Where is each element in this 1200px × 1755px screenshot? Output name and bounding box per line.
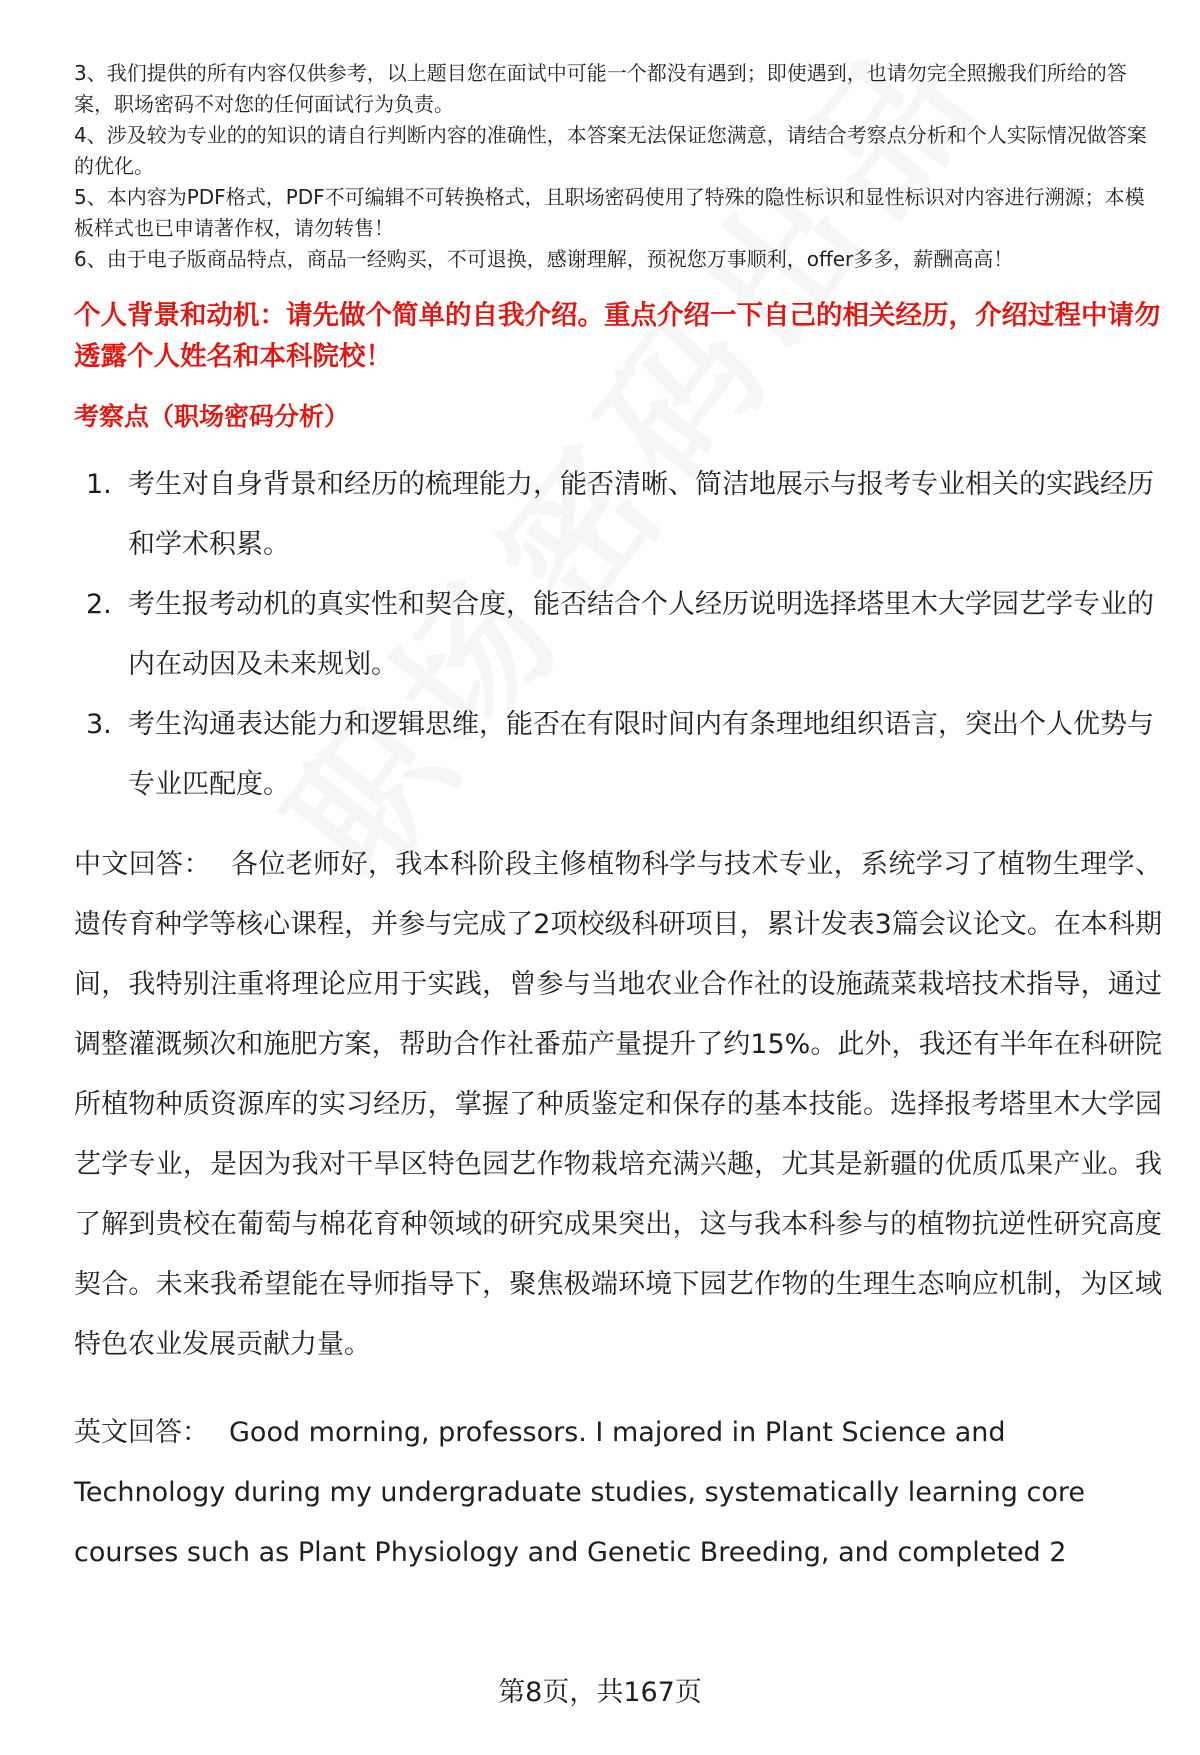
- interview-question: 个人背景和动机：请先做个简单的自我介绍。重点介绍一下自己的相关经历，介绍过程中请勿透露个人姓名和本科院校！: [74, 300, 1161, 372]
- english-answer-text: Good morning, professors. I majored in Plant Science and Technology during my undergraduate studies, systematically learning core courses such as Plant Physiology and Genetic Breeding, and completed 2: [74, 1417, 1085, 1568]
- english-answer: [74, 1403, 1162, 1583]
- point-number: 2.: [86, 589, 112, 620]
- analysis-point: [74, 575, 1162, 695]
- chinese-answer-label: 中文回答：: [74, 849, 211, 880]
- page-number: 第8页，共167页: [498, 1677, 702, 1708]
- point-text: 考生报考动机的真实性和契合度，能否结合个人经历说明选择塔里木大学园艺学专业的内在动因及未来规划。: [128, 589, 1154, 680]
- analysis-title: 考察点（职场密码分析）: [74, 402, 350, 431]
- analysis-point: [74, 695, 1162, 815]
- point-text: 考生对自身背景和经历的梳理能力，能否清晰、简洁地展示与报考专业相关的实践经历和学术积累。: [128, 469, 1154, 560]
- note-3: 3、我们提供的所有内容仅供参考，以上题目您在面试中可能一个都没有遇到；即使遇到，也请勿完全照搬我们所给的答案，职场密码不对您的任何面试行为负责。: [74, 61, 1127, 116]
- page-content: [74, 58, 1162, 1583]
- point-text: 考生沟通表达能力和逻辑思维，能否在有限时间内有条理地组织语言，突出个人优势与专业匹配度。: [128, 709, 1154, 800]
- note-5: 5、本内容为PDF格式，PDF不可编辑不可转换格式，且职场密码使用了特殊的隐性标识和显性标识对内容进行溯源；本模板样式也已申请著作权，请勿转售！: [74, 185, 1145, 240]
- english-answer-label: 英文回答：: [74, 1417, 209, 1448]
- point-number: 1.: [86, 469, 112, 500]
- analysis-point: [74, 455, 1162, 575]
- note-6: 6、由于电子版商品特点，商品一经购买，不可退换，感谢理解，预祝您万事顺利，offer多多，薪酬高高！: [74, 247, 1014, 271]
- disclaimer-notes: [74, 58, 1162, 275]
- chinese-answer-text: 各位老师好，我本科阶段主修植物科学与技术专业，系统学习了植物生理学、遗传育种学等核心课程，并参与完成了2项校级科研项目，累计发表3篇会议论文。在本科期间，我特别注重将理论应用于实践，曾参与当地农业合作社的设施蔬菜栽培技术指导，通过调整灌溉频次和施肥方案，帮助合作社番茄产量提升了约15%。此外，我还有半年在科研院所植物种质资源库的实习经历，掌握了种质鉴定和保存的基本技能。选择报考塔里木大学园艺学专业，是因为我对干旱区特色园艺作物栽培充满兴趣，尤其是新疆的优质瓜果产业。我了解到贵校在葡萄与棉花育种领域的研究成果突出，这与我本科参与的植物抗逆性研究高度契合。未来我希望能在导师指导下，聚焦极端环境下园艺作物的生理生态响应机制，为区域特色农业发展贡献力量。: [74, 849, 1163, 1360]
- analysis-points: [74, 455, 1162, 815]
- chinese-answer: [74, 835, 1162, 1375]
- note-4: 4、涉及较为专业的的知识的请自行判断内容的准确性，本答案无法保证您满意，请结合考察点分析和个人实际情况做答案的优化。: [74, 123, 1147, 178]
- point-number: 3.: [86, 709, 112, 740]
